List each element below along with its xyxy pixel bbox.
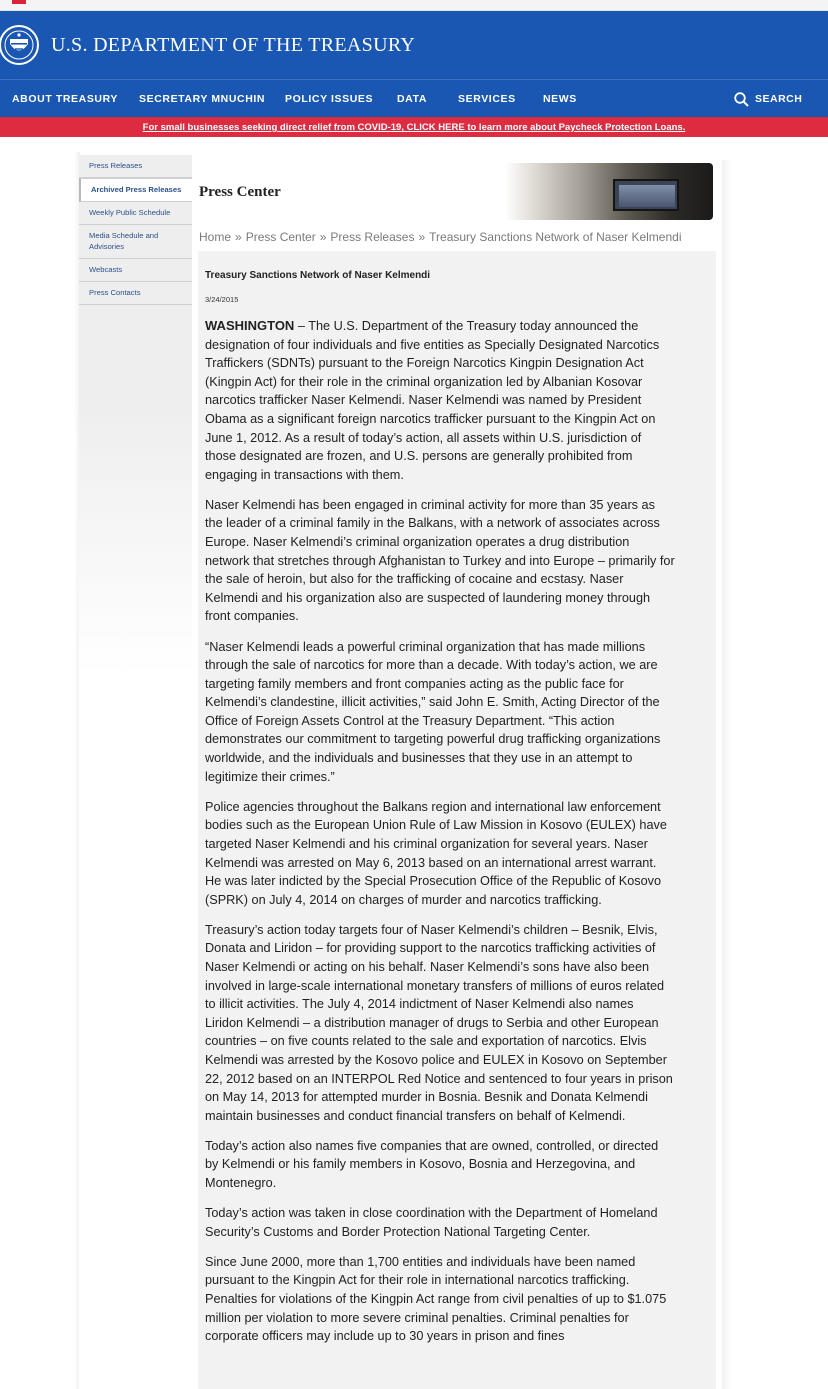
top-utility-strip	[0, 0, 828, 11]
banner-photo	[505, 163, 713, 220]
breadcrumb	[199, 230, 681, 244]
breadcrumb-separator: »	[235, 230, 242, 244]
article-paragraph: Treasury’s action today targets four of Naser Kelmendi’s children – Besnik, Elvis, Donata and Liridon – for providing support to the narcotics trafficking activities of Naser Kelmendi or acting on his behalf. Naser Kelmendi’s sons have also been involved in large-scale international monetary transfers of millions of euros related to illicit activities. The July 4, 2014 indictment of Naser Kelmendi also names Liridon Kelmendi – a distribution manager of drugs to Serbia and other European countries – on five counts related to the sale and exportation of narcotics. Elvis Kelmendi was arrested by the Kosovo police and EULEX in Kosovo on September 22, 2012 based on an INTERPOL Red Notice and sentenced to four years in prison on May 14, 2013 for attempted murder in Bosnia. Besnik and Donata Kelmendi maintain businesses and conduct financial transfers on behalf of Kelmendi.	[205, 922, 673, 1123]
nav-data[interactable]: DATA	[397, 93, 428, 105]
article-paragraph: Police agencies throughout the Balkans region and international law enforcement bodies such as the European Union Rule of Law Mission in Kosovo (EULEX) have targeted Naser Kelmendi and his criminal organization for several years. Naser Kelmendi was arrested on May 6, 2013 based on an international arrest warrant. He was later indicted by the Special Prosecution Office of the Republic of Kosovo (SPRK) on July 4, 2014 on charges of murder and narcotics trafficking.	[205, 799, 667, 907]
search-button[interactable]	[734, 89, 802, 109]
breadcrumb-current: Treasury Sanctions Network of Naser Kelmendi	[429, 230, 682, 244]
nav-policy-issues[interactable]: POLICY ISSUES	[285, 93, 374, 105]
article-title: Treasury Sanctions Network of Naser Kelmendi	[205, 270, 431, 281]
article-body	[205, 317, 675, 1357]
covid-alert-link[interactable]: For small businesses seeking direct relief from COVID-19, CLICK HERE to learn more about Paycheck Protection Loans.	[142, 122, 686, 133]
nav-secretary-mnuchin[interactable]: SECRETARY MNUCHIN	[139, 93, 266, 105]
monitor-screen	[619, 185, 675, 207]
search-icon	[734, 92, 749, 107]
site-header	[0, 11, 828, 79]
press-center-banner	[192, 163, 713, 220]
sidebar-item-press-contacts[interactable]: Press Contacts	[79, 282, 192, 305]
nav-news[interactable]: NEWS	[543, 93, 577, 105]
sidebar-item-weekly-public-schedule[interactable]: Weekly Public Schedule	[79, 202, 192, 225]
flag-icon	[12, 0, 26, 4]
article-container	[198, 251, 716, 1389]
treasury-seal-icon[interactable]	[0, 23, 42, 67]
press-sidebar	[79, 155, 192, 1389]
article-date: 3/24/2015	[205, 295, 239, 304]
sidebar-item-media-schedule[interactable]: Media Schedule and Advisories	[79, 225, 192, 259]
sidebar-item-webcasts[interactable]: Webcasts	[79, 259, 192, 282]
covid-alert-banner	[0, 117, 828, 137]
breadcrumb-separator: »	[418, 230, 426, 244]
main-nav	[0, 79, 828, 117]
search-label: SEARCH	[755, 93, 803, 105]
sidebar-item-press-releases[interactable]: Press Releases	[79, 155, 192, 178]
breadcrumb-press-releases[interactable]: Press Releases	[330, 230, 415, 244]
site-title[interactable]: U.S. DEPARTMENT OF THE TREASURY	[51, 34, 416, 56]
breadcrumb-separator: »	[319, 230, 327, 244]
article-first-paragraph: – The U.S. Department of the Treasury today announced the designation of four individuals and five entities as Specially Designated Narcotics Traffickers (SDNTs) pursuant to the Foreign Narcotics Kingpin Designation Act (Kingpin Act) for their role in the criminal organization led by Albanian Kosovar narcotics trafficker Naser Kelmendi. Naser Kelmendi was named by President Obama as a significant foreign narcotics trafficker pursuant to the Kingpin Act on June 1, 2012. As a result of today’s action, all assets within U.S. jurisdiction of those designated are frozen, and U.S. persons are generally prohibited from engaging in transactions with them.	[205, 319, 660, 482]
article-paragraph: Today’s action also names five companies that are owned, controlled, or directed by Kelmendi or his family members in Kosovo, Bosnia and Herzegovina, and Montenegro.	[205, 1138, 659, 1191]
nav-about-treasury[interactable]: ABOUT TREASURY	[12, 93, 119, 105]
article-paragraph: “Naser Kelmendi leads a powerful criminal organization that has made millions through the sale of narcotics for more than a decade. With today’s action, we are targeting family members and front companies acting as the public face for Kelmendi’s clandestine, illicit activities,” said John E. Smith, Acting Director of the Office of Foreign Assets Control at the Treasury Department. “This action demonstrates our commitment to targeting powerful drug trafficking organizations worldwide, and the individuals and businesses that they use in an attempt to legitimize their crimes.”	[205, 639, 661, 784]
breadcrumb-home[interactable]: Home	[199, 230, 232, 244]
nav-services[interactable]: SERVICES	[458, 93, 516, 105]
breadcrumb-press-center[interactable]: Press Center	[245, 230, 316, 244]
article-dateline: WASHINGTON	[205, 318, 295, 333]
page-shadow-right	[722, 160, 732, 1389]
article-paragraph: Naser Kelmendi has been engaged in criminal activity for more than 35 years as the leader of a criminal family in the Balkans, with a network of associates across Europe. Naser Kelmendi’s criminal organization operates a drug distribution network that stretches through Afghanistan to Turkey and into Europe – primarily for the sale of heroin, but also for the trafficking of cocaine and ecstasy. Naser Kelmendi and his organization also are suspected of laundering money through front companies.	[205, 497, 675, 624]
monitor-image	[613, 179, 679, 211]
article-paragraph	[205, 317, 675, 484]
article-paragraph: Since June 2000, more than 1,700 entities and individuals have been named pursuant to the Kingpin Act for their role in international narcotics trafficking. Penalties for violations of the Kingpin Act range from civil penalties of up to $1.075 million per violation to more severe criminal penalties. Criminal penalties for corporate officers may include up to 30 years in prison and fines	[205, 1254, 667, 1344]
article-paragraph: Today’s action was taken in close coordination with the Department of Homeland Security’s Customs and Border Protection National Targeting Center.	[205, 1206, 658, 1239]
page-title: Press Center	[199, 184, 281, 200]
sidebar-item-archived-press-releases[interactable]: Archived Press Releases	[79, 178, 192, 202]
